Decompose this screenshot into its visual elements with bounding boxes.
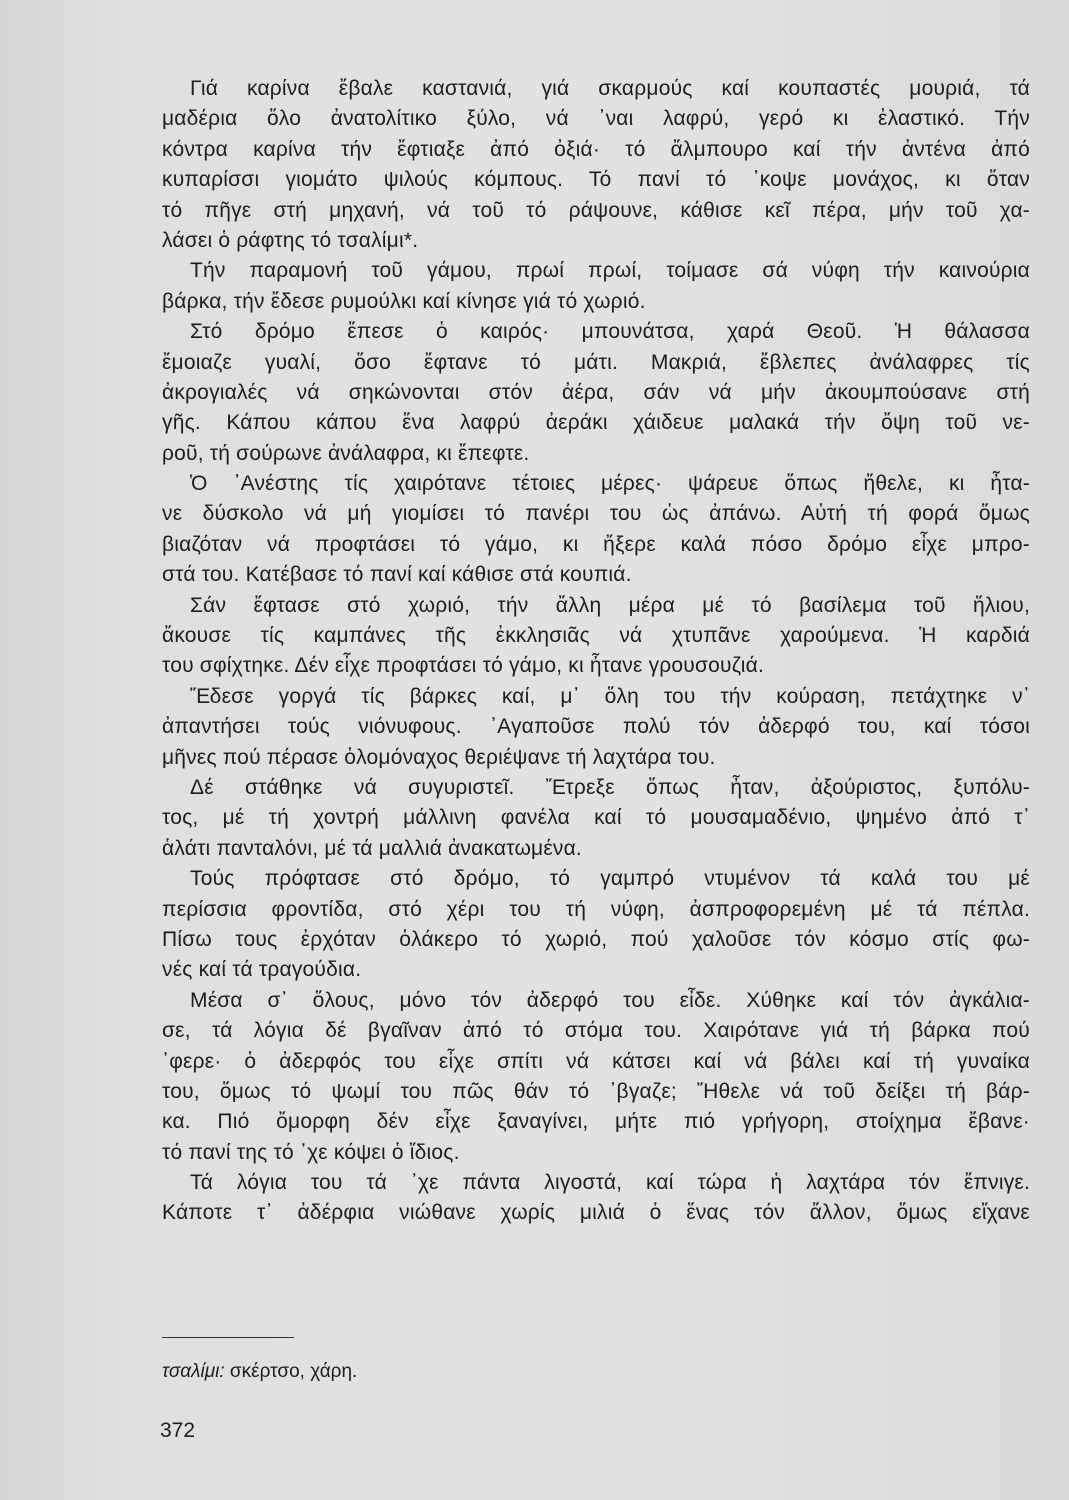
footnote-divider — [162, 1337, 294, 1338]
text-line: Μέσα σ᾿ ὅλους, μόνο τόν ἀδερφό του εἶδε. Χύθηκε καί τόν ἀγκάλια- — [190, 988, 1030, 1012]
text-line: Δέ στάθηκε νά συγυριστεῖ. Ἔτρεξε ὅπως ἦταν, ἀξούριστος, ξυπόλυ- — [190, 775, 1030, 799]
text-line: ροῦ, τή σούρωνε ἀνάλαφρα, κι ἔπεφτε. — [162, 441, 530, 465]
text-line: κα. Πιό ὄμορφη δέν εἶχε ξαναγίνει, μήτε πιό γρήγορη, στοίχημα ἔβανε· — [162, 1110, 1030, 1134]
text-line: ἀπαντήσει τούς νιόνυφους. ᾿Αγαποῦσε πολύ τόν ἀδερφό του, καί τόσοι — [162, 715, 1030, 739]
text-line: ᾿φερε· ὁ ἀδερφός του εἶχε σπίτι νά κάτσει καί νά βάλει καί τή γυναίκα — [162, 1049, 1030, 1073]
text-line: Σάν ἔφτασε στό χωριό, τήν ἄλλη μέρα μέ τό βασίλεμα τοῦ ἥλιου, — [190, 593, 1030, 617]
text-line: του, ὅμως τό ψωμί του πῶς θάν τό ᾿βγαζε; Ἤθελε νά τοῦ δείξει τή βάρ- — [162, 1079, 1030, 1103]
text-line: Τούς πρόφτασε στό δρόμο, τό γαμπρό ντυμένον τά καλά του μέ — [190, 867, 1030, 891]
text-line: Ὁ ᾿Ανέστης τίς χαιρότανε τέτοιες μέρες· ψάρευε ὅπως ἤθελε, κι ἦτα- — [190, 472, 1030, 496]
text-line: Τήν παραμονή τοῦ γάμου, πρωί πρωί, τοίμασε σά νύφη τήν καινούρια — [190, 259, 1030, 283]
footnote — [162, 1360, 357, 1384]
text-line: Στό δρόμο ἔπεσε ὁ καιρός· μπουνάτσα, χαρά Θεοῦ. Ἡ θάλασσα — [190, 320, 1030, 344]
text-line: γῆς. Κάπου κάπου ἕνα λαφρύ ἀεράκι χάιδευε μαλακά τήν ὄψη τοῦ νε- — [162, 411, 1030, 435]
text-line: Τά λόγια του τά ᾿χε πάντα λιγοστά, καί τώρα ἡ λαχτάρα τόν ἔπνιγε. — [190, 1171, 1030, 1195]
text-line: Γιά καρίνα ἔβαλε καστανιά, γιά σκαρμούς καί κουπαστές μουριά, τά — [190, 77, 1030, 100]
text-line: Πίσω τους ἐρχόταν ὁλάκερο τό χωριό, πού χαλοῦσε τόν κόσμο στίς φω- — [162, 927, 1030, 951]
text-line: ἄκουσε τίς καμπάνες τῆς ἐκκλησιᾶς νά χτυπᾶνε χαρούμενα. Ἡ καρδιά — [162, 624, 1030, 648]
text-line: τος, μέ τή χοντρή μάλλινη φανέλα καί τό μουσαμαδένιο, ψημένο ἀπό τ᾿ — [162, 806, 1030, 830]
text-line: λάσει ὁ ράφτης τό τσαλίμι*. — [162, 228, 419, 252]
footnote-term: τσαλίμι: — [162, 1361, 225, 1382]
text-line: ἔμοιαζε γυαλί, ὅσο ἔφτανε τό μάτι. Μακριά, ἔβλεπες ἀνάλαφρες τίς — [162, 350, 1030, 374]
text-line: βάρκα, τήν ἔδεσε ρυμούλκι καί κίνησε γιά τό χωριό. — [162, 289, 646, 313]
text-line: ἁλάτι πανταλόνι, μέ τά μαλλιά ἀνακατωμένα. — [162, 836, 582, 860]
text-line: τό πῆγε στή μηχανή, νά τοῦ τό ράψουνε, κάθισε κεῖ πέρα, μήν τοῦ χα- — [162, 198, 1030, 222]
text-line: κυπαρίσσι γιομάτο ψιλούς κόμπους. Τό πανί τό ᾿κοψε μονάχος, κι ὅταν — [162, 168, 1030, 192]
text-line: τό πανί της τό ᾿χε κόψει ὁ ἴδιος. — [162, 1140, 460, 1164]
text-line: Ἔδεσε γοργά τίς βάρκες καί, μ᾿ ὅλη του τήν κούραση, πετάχτηκε ν᾿ — [190, 684, 1030, 708]
text-line: νε δύσκολο νά μή γιομίσει τό πανέρι του ὡς ἀπάνω. Αὐτή τή φορά ὅμως — [162, 502, 1030, 526]
page-number: 372 — [160, 1419, 196, 1442]
text-line: νές καί τά τραγούδια. — [162, 958, 362, 982]
text-line: στά του. Κατέβασε τό πανί καί κάθισε στά κουπιά. — [162, 563, 632, 587]
text-line: μῆνες πού πέρασε ὁλομόναχος θεριέψανε τή λαχτάρα του. — [162, 745, 716, 769]
text-line: Κάποτε τ᾿ ἀδέρφια νιώθανε χωρίς μιλιά ὁ ἕνας τόν ἄλλον, ὅμως εἴχανε — [162, 1201, 1030, 1225]
footnote-definition: σκέρτσο, χάρη. — [224, 1361, 358, 1382]
text-line: ἀκρογιαλές νά σηκώνονται στόν ἀέρα, σάν νά μήν ἀκουμπούσανε στή — [162, 380, 1030, 404]
text-line: περίσσια φροντίδα, στό χέρι του τή νύφη, ἀσπροφορεμένη μέ τά πέπλα. — [162, 897, 1030, 921]
text-line: κόντρα καρίνα τήν ἔφτιαξε ἀπό ὀξιά· τό ἄλμπουρο καί τήν ἀντένα ἀπό — [162, 137, 1030, 161]
text-line: μαδέρια ὅλο ἀνατολίτικο ξύλο, νά ᾿ναι λαφρύ, γερό κι ἐλαστικό. Τήν — [162, 107, 1030, 131]
text-line: σε, τά λόγια δέ βγαῖναν ἀπό τό στόμα του. Χαιρότανε γιά τή βάρκα πού — [162, 1019, 1030, 1043]
body-text — [162, 74, 1030, 1229]
text-line: του σφίχτηκε. Δέν εἶχε προφτάσει τό γάμο, κι ἦτανε γρουσουζιά. — [162, 654, 765, 678]
text-line: βιαζόταν νά προφτάσει τό γάμο, κι ἤξερε καλά πόσο δρόμο εἶχε μπρο- — [162, 532, 1030, 556]
